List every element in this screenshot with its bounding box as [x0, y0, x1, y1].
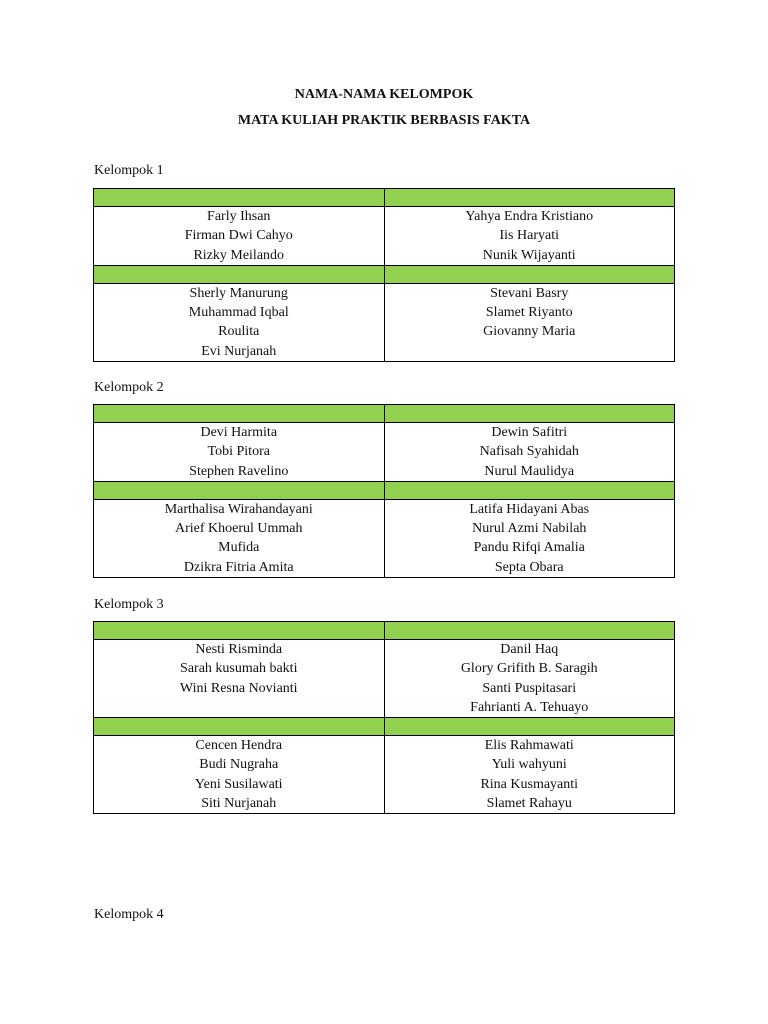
header-cell-right [384, 481, 675, 499]
member-name: Farly Ihsan [207, 209, 271, 224]
names-row [94, 283, 675, 361]
names-cell-left [94, 640, 385, 718]
member-name: Devi Harmita [200, 425, 278, 440]
header-cell-right [384, 405, 675, 423]
names-row [94, 640, 675, 718]
member-name: Nesti Risminda [195, 642, 283, 657]
header-cell-left [94, 189, 385, 207]
member-name: Nunik Wijayanti [482, 247, 576, 263]
header-cell-right [384, 622, 675, 640]
member-name: Nurul Maulidya [484, 463, 575, 479]
member-name: Budi Nugraha [199, 757, 279, 773]
member-name: Stephen Ravelino [189, 463, 289, 479]
member-name: Arief Khoerul Ummah [174, 521, 303, 537]
member-name: Evi Nurjanah [201, 343, 277, 359]
member-name: Sherly Manurung [189, 285, 288, 301]
names-row [94, 207, 675, 266]
group-label-4: Kelompok 4 [94, 907, 164, 922]
header-cell-left [94, 405, 385, 423]
names-cell-left [94, 423, 385, 482]
member-name: Elis Rahmawati [484, 738, 574, 754]
member-name: Cencen Hendra [195, 738, 283, 754]
member-name: Rina Kusmayanti [480, 776, 579, 792]
member-name: Santi Puspitasari [482, 680, 577, 696]
member-name: Firman Dwi Cahyo [184, 228, 293, 244]
member-name: Danil Haq [500, 642, 559, 657]
names-cell-right [384, 736, 675, 814]
header-cell-left [94, 481, 385, 499]
member-name: Yeni Susilawati [194, 776, 283, 792]
header-cell-left [94, 622, 385, 640]
names-cell-right [384, 499, 675, 577]
header-cell-right [384, 718, 675, 736]
member-name: Fahrianti A. Tehuayo [470, 699, 589, 715]
names-cell-left [94, 283, 385, 361]
names-cell-left [94, 499, 385, 577]
header-cell-right [384, 265, 675, 283]
member-name: Glory Grifith B. Saragih [460, 661, 598, 677]
header-cell-right [384, 189, 675, 207]
member-name: Septa Obara [494, 559, 564, 575]
group-header-row [94, 189, 675, 207]
member-name: Giovanny Maria [483, 324, 576, 340]
header-cell-left [94, 718, 385, 736]
group-label-3: Kelompok 3 [94, 597, 164, 612]
member-name: Yuli wahyuni [491, 757, 567, 773]
page-title: NAMA-NAMA KELOMPOK [294, 87, 474, 102]
member-name: Nurul Azmi Nabilah [472, 521, 587, 537]
group-table-2 [93, 404, 675, 578]
group-header-row [94, 718, 675, 736]
group-table-3 [93, 621, 675, 814]
group-header-row [94, 405, 675, 423]
member-name: Mufida [218, 540, 260, 556]
member-name: Dzikra Fitria Amita [183, 559, 294, 575]
names-row [94, 736, 675, 814]
member-name: Tobi Pitora [207, 444, 270, 460]
member-name: Muhammad Iqbal [188, 305, 289, 321]
names-cell-right [384, 207, 675, 266]
names-cell-right [384, 423, 675, 482]
names-cell-right [384, 283, 675, 361]
member-name: Roulita [218, 324, 260, 340]
group-header-row [94, 481, 675, 499]
names-row [94, 499, 675, 577]
member-name: Rizky Meilando [193, 247, 285, 263]
member-name: Stevani Basry [490, 285, 569, 301]
names-cell-left [94, 207, 385, 266]
member-name: Dewin Safitri [491, 425, 568, 440]
names-row [94, 423, 675, 482]
member-name: Wini Resna Novianti [179, 680, 298, 696]
names-cell-right [384, 640, 675, 718]
member-name: Slamet Riyanto [485, 305, 573, 321]
member-name: Nafisah Syahidah [479, 444, 579, 460]
page-subtitle: MATA KULIAH PRAKTIK BERBASIS FAKTA [237, 113, 531, 128]
names-cell-left [94, 736, 385, 814]
member-name: Iis Haryati [499, 228, 559, 244]
group-label-1: Kelompok 1 [94, 163, 164, 178]
member-name: Siti Nurjanah [201, 796, 277, 812]
group-header-row [94, 265, 675, 283]
group-label-2: Kelompok 2 [94, 380, 164, 395]
member-name: Slamet Rahayu [486, 796, 572, 812]
member-name: Latifa Hidayani Abas [469, 501, 590, 517]
member-name: Yahya Endra Kristiano [465, 209, 594, 224]
member-name: Pandu Rifqi Amalia [473, 540, 585, 556]
group-header-row [94, 622, 675, 640]
member-name: Sarah kusumah bakti [180, 661, 298, 677]
group-table-1 [93, 188, 675, 362]
header-cell-left [94, 265, 385, 283]
member-name: Marthalisa Wirahandayani [164, 501, 313, 517]
